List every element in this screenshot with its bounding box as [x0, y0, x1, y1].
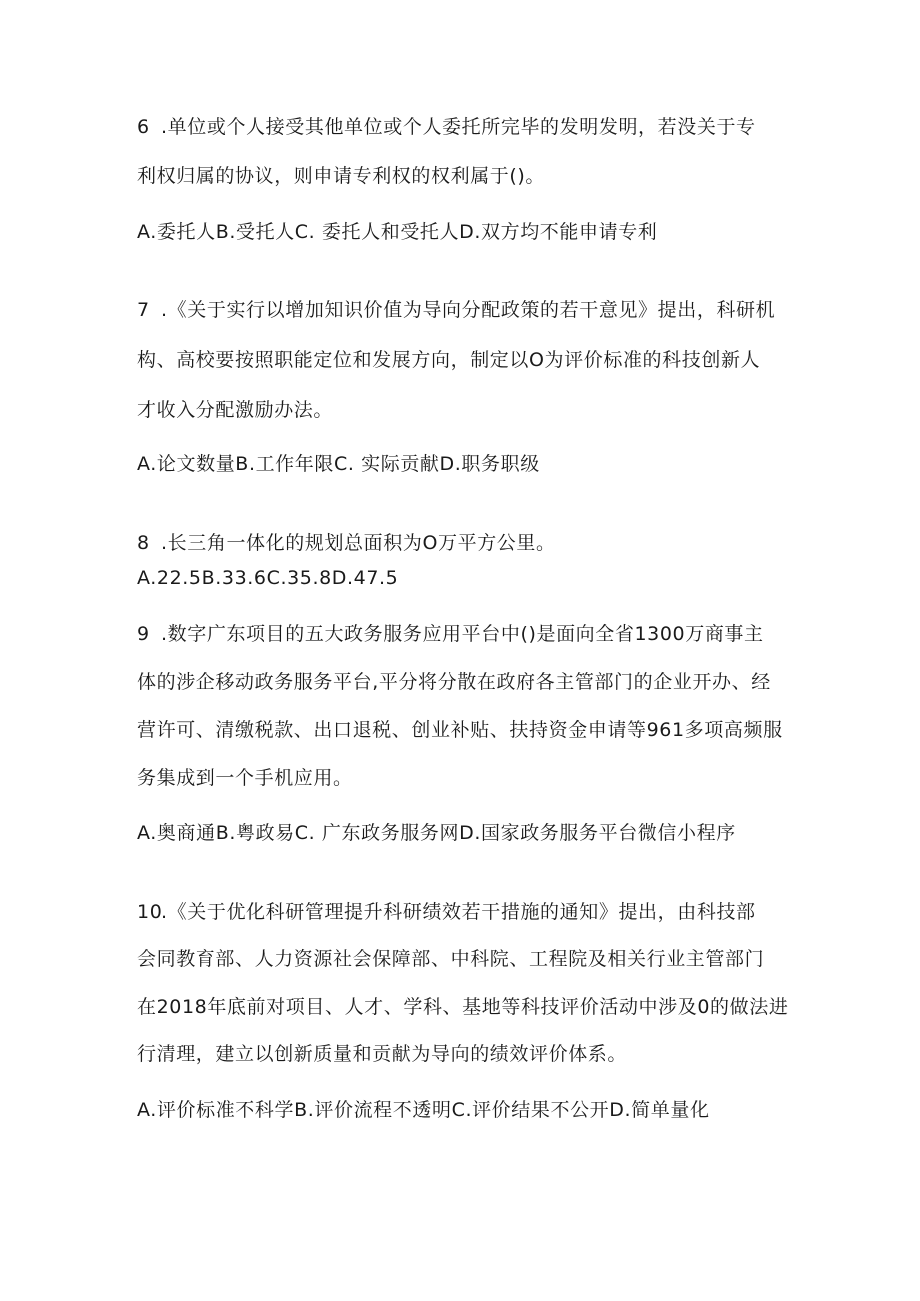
question-9-line-3: 营许可、清缴税款、出口退税、创业补贴、扶持资金申请等961多项高频服: [137, 719, 783, 741]
question-7-line-2: 构、高校要按照职能定位和发展方向，制定以O为评价标准的科技创新人: [137, 349, 761, 371]
question-text: .《关于实行以增加知识价值为导向分配政策的若干意见》提出，科研机: [161, 299, 776, 321]
question-text: .单位或个人接受其他单位或个人委托所完毕的发明发明，若没关于专: [161, 116, 756, 138]
question-9-line-2: 体的涉企移动政务服务平台,平分将分散在政府各主管部门的企业开办、经: [137, 671, 771, 693]
question-number: 10: [137, 901, 163, 923]
question-number: 9: [137, 623, 150, 645]
question-9-options: A.奥商通B.粤政易C. 广东政务服务网D.国家政务服务平台微信小程序: [137, 822, 736, 844]
question-8-line-1: [137, 531, 556, 555]
question-text: .《关于优化科研管理提升科研绩效若干措施的通知》提出，由科技部: [161, 901, 756, 923]
question-7-options: A.论文数量B.工作年限C. 实际贡献D.职务职级: [137, 453, 540, 475]
question-6-line-2: 利权归属的协议，则申请专利权的权利属于()。: [137, 165, 546, 187]
question-number: 7: [137, 299, 150, 321]
question-9-line-4: 务集成到一个手机应用。: [137, 767, 353, 789]
question-6-options: A.委托人B.受托人C. 委托人和受托人D.双方均不能申请专利: [137, 221, 658, 243]
question-10-line-2: 会同教育部、人力资源社会保障部、中科院、工程院及相关行业主管部门: [137, 948, 765, 970]
question-10-options: A.评价标准不科学B.评价流程不透明C.评价结果不公开D.简单量化: [137, 1099, 710, 1121]
question-7-line-1: [137, 298, 775, 322]
question-number: 6: [137, 116, 150, 138]
question-6-line-1: [137, 115, 756, 139]
question-10-line-3: 在2018年底前对项目、人才、学科、基地等科技评价活动中涉及0的做法进: [137, 996, 789, 1018]
question-text: .数字广东项目的五大政务服务应用平台中()是面向全省1300万商事主: [161, 623, 764, 645]
question-8-options: A.22.5B.33.6C.35.8D.47.5: [137, 567, 399, 589]
question-9-line-1: [137, 622, 764, 646]
question-7-line-3: 才收入分配激励办法。: [137, 399, 334, 421]
question-10-line-4: 行清理，建立以创新质量和贡献为导向的绩效评价体系。: [137, 1043, 628, 1065]
question-number: 8: [137, 532, 150, 554]
question-10-line-1: [137, 900, 756, 924]
question-text: .长三角一体化的规划总面积为O万平方公里。: [161, 532, 556, 554]
